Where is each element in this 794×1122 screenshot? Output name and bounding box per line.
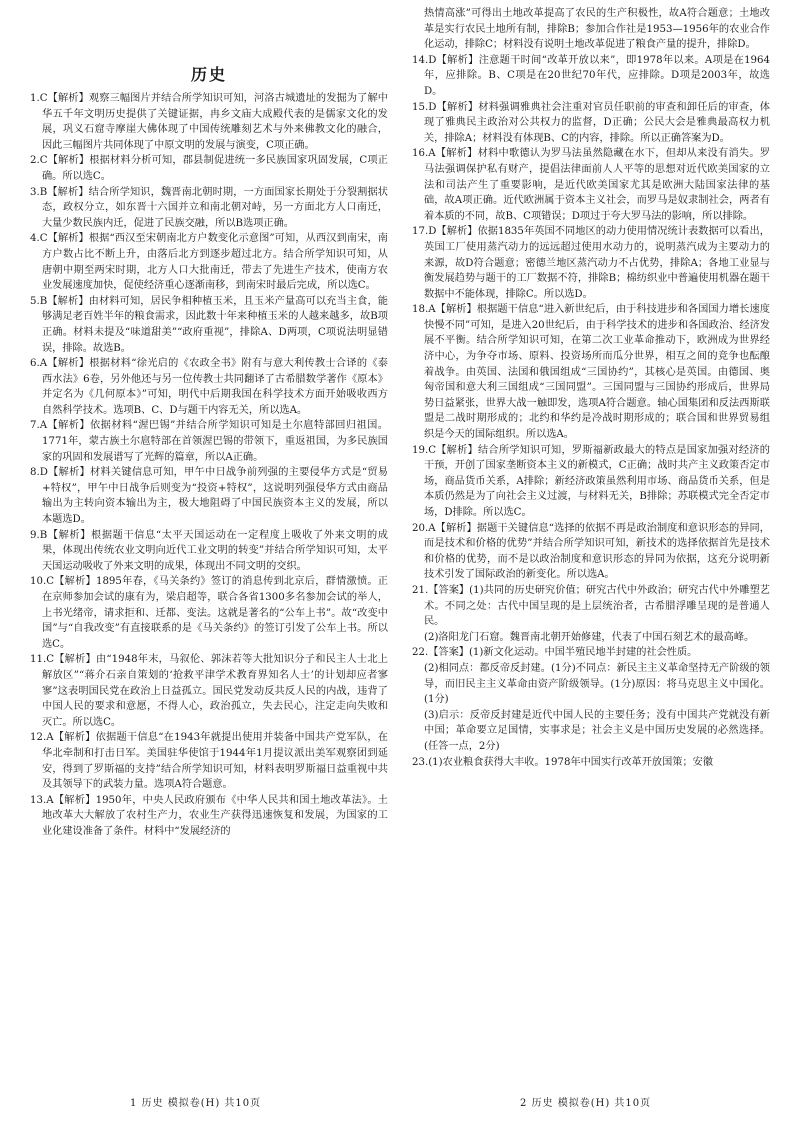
footer-page-number-right: 2 历史 模拟卷(H) 共10页 — [520, 1098, 652, 1109]
left-column — [30, 0, 388, 1122]
answer-item: 23.(1)农业粮食获得大丰收。1978年中国实行改革开放国策；安徽 — [412, 756, 714, 768]
continued-text: 热情高涨”可得出土地改革提高了农民的生产积极性，故A符合题意；土地改革是实行农民土地所有制，排除B；参加合作社是1953—1956年的农业合作化运动，排除C；材料没有说明土地改革促进了粮食产量的提升，排除D。 — [424, 8, 770, 51]
page-title: 历史 — [190, 65, 227, 84]
answer-item: 8.D【解析】材料关键信息可知，甲午中日战争前列强的主要侵华方式是“贸易+特权”，甲午中日战争后则变为“投资+特权”，这说明列强侵华方式由商品输出为主转向资本输出为主，极大地阻碍了中国民族资本主义的发展，所以本题选D。 — [30, 467, 388, 526]
answer-item: 18.A【解析】根据题干信息“进入新世纪后，由于科技进步和各国国力增长速度快慢不同”可知，是进入20世纪后，由于科学技术的进步和各国政治、经济发展不平衡。结合所学知识可知，在第二次工业革命推动下，欧洲成为世界经济中心，为争夺市场、原料、投资场所而瓜分世界，相互之间的竞争也酝酿着战争。由英国、法国和俄国组成“三国协约”，其核心是英国。由德国、奥匈帝国和意大利三国组成“三国同盟”。三国同盟与三国协约形成后，世界局势日益紧张，世界大战一触即发，选项A符合题意。轴心国集团和反法西斯联盟是二战时期形成的；北约和华约是冷战时期形成的；联合国和世界贸易组织是今天的国际组织。所以选A。 — [412, 304, 770, 441]
left-answer-list — [30, 91, 388, 840]
answer-item: 17.D【解析】依据1835年英国不同地区的动力使用情况统计表数据可以看出，英国工厂使用蒸汽动力的远远超过使用水动力的，说明蒸汽成为主要动力的来源，故D符合题意；密德兰地区蒸汽动力不占优势，排除A；各地工业显与衡发展趋势与题干的工厂数据不符，排除B；棉纺织业中普遍使用机器在题干数据中不能体现，排除C。所以选D。 — [412, 226, 770, 300]
answer-item: 2.C【解析】根据材料分析可知，郡县制促进统一多民族国家巩固发展，C项正确。所以选C。 — [30, 155, 388, 182]
answer-item: 20.A【解析】据题干关键信息“选择的依据不再是政治制度和意识形态的异同，而是技术和价格的优势”并结合所学知识可知，新技术的选择依据首先是技术和价格的优势，而不是以政治制度和意识形态的异同为依据，这充分说明新技术引发了国际政治的新变化。所以选A。 — [412, 522, 770, 581]
answer-item: 16.A【解析】材料中歌德认为罗马法虽然隐藏在水下，但却从来没有消失。罗马法强调保护私有财产，提倡法律面前人人平等的思想对近代欧美国家的立法和司法产生了重要影响，是近代欧美国家尤其是欧洲大陆国家法律的基础，故A项正确。近代欧洲属于资本主义社会，而罗马是奴隶制社会，两者有着本质的不同，故B、C项错误；D项过于夸大罗马法的影响，所以排除。 — [412, 148, 770, 222]
answer-item: 19.C【解析】结合所学知识可知，罗斯福新政最大的特点是国家加强对经济的干预，开创了国家垄断资本主义的新模式，C正确；战时共产主义政策否定市场，商品货币关系，A排除；新经济政策虽然利用市场、商品货币关系，但是本质仍然是为了向社会主义过渡，与材料无关，B排除；苏联模式完全否定市场，D排除。所以选C。 — [412, 444, 770, 518]
right-answer-list — [412, 6, 770, 770]
answer-item: 22.【答案】(1)新文化运动。中国半殖民地半封建的社会性质。 (2)相同点：都反帝反封建。(1分)不同点：新民主主义革命坚持无产阶级的领导，而旧民主主义革命由资产阶级领导。(1分)原因：将马克思主义中国化。(1分) (3)启示：反帝反封建是近代中国人民的主要任务；没有中国共产党就没有新中国；革命要立足国情，实事求是；社会主义是中国历史发展的必然选择。(任答一点，2分) — [412, 647, 770, 752]
footer-page-number-left: 1 历史 模拟卷(H) 共10页 — [130, 1098, 262, 1109]
answer-item: 7.A【解析】依据材料“渥巴锡”并结合所学知识可知是土尔扈特部回归祖国。1771年，蒙古族土尔扈特部在首领渥巴锡的带领下，重返祖国，为多民族国家的巩固和发展谱写了光辉的篇章，所以A正确。 — [30, 420, 388, 463]
answer-item: 14.D【解析】注意题干时间“改革开放以来”，即1978年以来。A项是在1964年，应排除。B、C项是在20世纪70年代，应排除。D项是2003年，故选D。 — [412, 54, 770, 97]
answer-item: 11.C【解析】由“1948年末，马叙伦、郭沫若等大批知识分子和民主人士北上解放区”“蒋介石亲自策划的‘抢救平津学术教育界知名人士’的计划却应者寥寥”这表明国民党在政治上日益孤立。国民党发动反共反人民的内战，违背了中国人民的要求和意愿，不得人心，政治孤立，失去民心，注定走向失败和灭亡。所以选C。 — [30, 654, 388, 728]
answer-item: 10.C【解析】1895年春，《马关条约》签订的消息传到北京后，群情激愤。正在京师参加会试的康有为，梁启超等，联合各省1300多名参加会试的举人，上书光绪帝，请求拒和、迁都、变法。这就是著名的“公车上书”。故“改变中国”与“自我改变”有直接联系的是《马关条约》的签订引发了公车上书。所以选C。 — [30, 576, 388, 650]
answer-item: 13.A【解析】1950年，中央人民政府颁布《中华人民共和国土地改革法》。土地改革大大解放了农村生产力，农业生产获得迅速恢复和发展，为国家的工业化建设准备了条件。材料中“发展经济的 — [30, 794, 388, 837]
answer-item: 21.【答案】(1)共同的历史研究价值；研究古代中外政治；研究古代中外雕塑艺术。不同之处：古代中国呈现的是上层统治者，古希腊浮雕呈现的是普通人民。 (2)洛阳龙门石窟。魏晋南北朝开始修建，代表了中国石刻艺术的最高峰。 — [412, 584, 770, 643]
answer-item: 3.B【解析】结合所学知识，魏晋南北朝时期，一方面国家长期处于分裂割据状态，政权分立，如东晋十六国并立和南北朝对峙，另一方面北方人口南迁，大量少数民族内迁，促进了民族交融，所以B选项正确。 — [30, 186, 388, 229]
answer-item: 5.B【解析】由材料可知，居民争相种植玉米，且玉米产量高可以充当主食，能够满足老百姓半年的粮食需求，因此数十年来种植玉米的人越来越多，故B项正确。材料未提及“味道甜美”“政府重视”，排除A、D两项，C项说法明显错误，排除。故选B。 — [30, 295, 388, 354]
right-column — [412, 0, 770, 1122]
answer-item: 6.A【解析】根据材料“徐光启的《农政全书》附有与意大利传教士合译的《泰西水法》6卷，另外他还与另一位传教士共同翻译了古希腊数学著作《原本》并定名为《几何原本》”可知，明代中后期我国在科学技术方面开始吸收西方自然科学技术。选项B、C、D与题干内容无关，所以选A。 — [30, 358, 388, 416]
answer-item: 12.A【解析】依据题干信息“在1943年就提出使用并装备中国共产党军队，在华北牵制和打击日军。美国驻华使馆于1944年1月提议派出美军观察团到延安，得到了罗斯福的支持”结合所学知识可知，材料表明罗斯福日益重视中共及其领导下的武装力量。选项A符合题意。 — [30, 732, 388, 791]
answer-item: 15.D【解析】材料强调雅典社会注重对官员任职前的审查和卸任后的审查，体现了雅典民主政治对公共权力的监督，D正确；公民大会是雅典最高权力机关，排除A；材料没有体现B、C的内容，排除。所以正确答案为D。 — [412, 101, 770, 144]
answer-item: 1.C【解析】观察三幅图片并结合所学知识可知，河洛古城遗址的发掘为了解中华五千年文明历史提供了关键证据，冉乡文庙大成殿代表的是儒家文化的发展，巩义石窟寺摩崖大佛体现了中国传统雕刻艺术与外来佛教文化的融合，因此三幅图片共同体现了中原文明的发展与演变，C项正确。 — [30, 93, 388, 151]
answer-item: 4.C【解析】根据“西汉至宋朝南北方户数变化示意图”可知，从西汉到南宋，南方户数占比不断上升，由落后北方到逐步超过北方。结合所学知识可知，从唐朝中期至两宋时期，北方人口大批南迁，带去了先进生产技术，使南方农业发展速度加快，促使经济重心逐渐南移，到南宋时最后完成，所以选C。 — [30, 233, 388, 292]
answer-item: 9.B【解析】根据题干信息“太平天国运动在一定程度上吸收了外来文明的成果，体现出传统农业文明向近代工业文明的转变”并结合所学知识可知，太平天国运动吸收了外来文明的成果，体现出不同文明的交织。 — [30, 529, 388, 572]
